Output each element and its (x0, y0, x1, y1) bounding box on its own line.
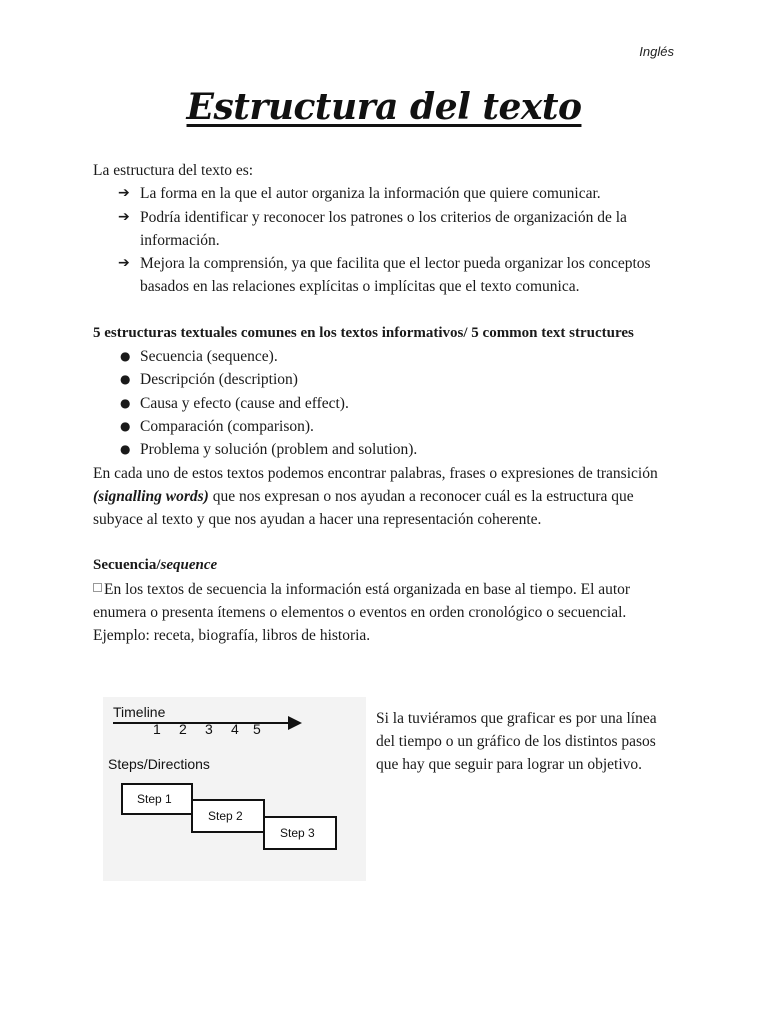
structure-item: ● Problema y solución (problem and solution). (118, 438, 673, 461)
main-content (93, 159, 673, 648)
step-label: Step 3 (280, 826, 315, 840)
timeline-number: 4 (231, 721, 239, 737)
arrow-right-icon: ➔ (118, 208, 130, 225)
bullet-icon: ● (120, 395, 131, 410)
timeline-number: 5 (253, 721, 261, 737)
bullet-icon: ● (120, 418, 131, 433)
structures-paragraph: En cada uno de estos textos podemos encontrar palabras, frases o expresiones de transición (signalling words) que nos expresan o nos ayudan a reconocer cuál es la estructura que subyace al texto y que nos ayudan a hacer una representación coherente. (93, 464, 658, 529)
bullet-icon: ● (120, 442, 131, 457)
timeline-number: 3 (205, 721, 213, 737)
structure-item: ● Descripción (description) (118, 368, 673, 391)
steps-label: Steps/Directions (108, 756, 210, 772)
intro-point: ➔ La forma en la que el autor organiza la información que quiere comunicar. (118, 182, 673, 205)
timeline-number: 1 (153, 721, 161, 737)
sequence-paragraph: En los textos de secuencia la información está organizada en base al tiempo. El autor enumera o presenta ítemens o elementos o eventos en orden cronológico o secuencial. Ejemplo: receta, biografía, libros de historia. (93, 580, 631, 645)
signalling-words: (signalling words) (93, 487, 209, 505)
intro-lead: La estructura del texto es: (93, 162, 254, 179)
intro-points (93, 182, 673, 298)
timeline-label: Timeline (113, 704, 166, 720)
sequence-heading: Secuencia/sequence (93, 557, 218, 574)
placeholder-box-icon (93, 583, 102, 592)
bullet-icon: ● (120, 372, 131, 387)
sequence-figure (103, 697, 366, 881)
arrow-right-icon: ➔ (118, 255, 130, 272)
timeline-number: 2 (179, 721, 187, 737)
structures-heading: 5 estructuras textuales comunes en los textos informativos/ 5 common text structures (93, 324, 634, 341)
bullet-icon: ● (120, 349, 131, 364)
timeline-arrowhead-icon (288, 716, 302, 730)
intro-point: ➔ Podría identificar y reconocer los patrones o los criterios de organización de la información. (118, 206, 673, 253)
intro-point: ➔ Mejora la comprensión, ya que facilita que el lector pueda organizar los conceptos basados en las relaciones explícitas o implícitas que el texto comunica. (118, 252, 673, 299)
structure-item: ● Comparación (comparison). (118, 415, 673, 438)
header-language: Inglés (639, 44, 674, 59)
structures-list (93, 345, 673, 461)
structure-item: ● Causa y efecto (cause and effect). (118, 392, 673, 415)
step-label: Step 1 (137, 792, 172, 806)
structure-item: ● Secuencia (sequence). (118, 345, 673, 368)
arrow-right-icon: ➔ (118, 185, 130, 202)
page-title: Estructura del texto (186, 86, 582, 128)
step-label: Step 2 (208, 809, 243, 823)
sequence-side-text: Si la tuviéramos que graficar es por una línea del tiempo o un gráfico de los distintos pasos que hay que seguir para lograr un objetivo. (376, 710, 657, 773)
